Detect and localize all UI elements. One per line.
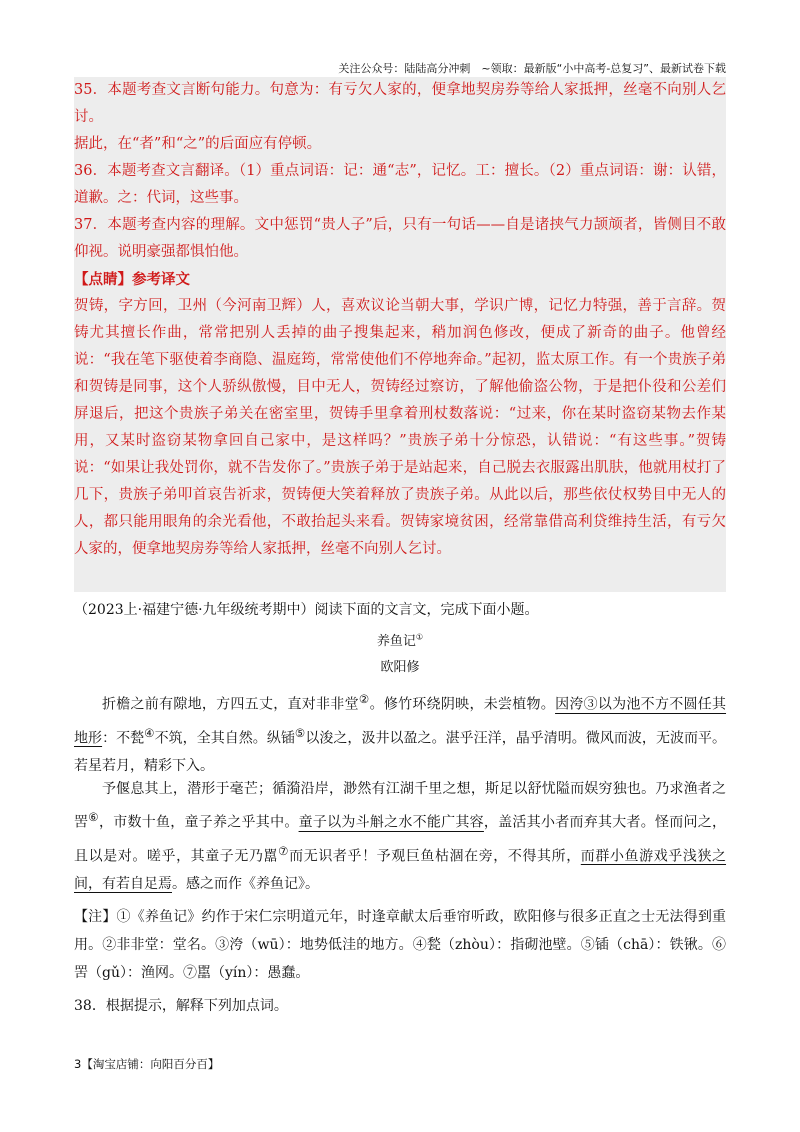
passage-intro: （2023上·福建宁德·九年级统考期中）阅读下面的文言文，完成下面小题。 xyxy=(74,602,539,618)
passage-title: 养鱼记① xyxy=(376,632,424,649)
tip-label: 【点睛】参考译文 xyxy=(74,271,190,288)
page-header: 关注公众号：陆陆高分冲刺 ~领取：最新版“小中高考-总复习”、最新试卷下载 xyxy=(338,62,726,75)
answer-analysis-box xyxy=(74,77,726,592)
answer-36: 36．本题考查文言翻译。（1）重点词语：记：通“志”，记忆。工：擅长。（2）重点词语：谢：认错，道歉。之：代词，这些事。 xyxy=(74,163,726,206)
reference-translation: 贺铸，字方回，卫州（今河南卫辉）人，喜欢议论当朝大事，学识广博，记忆力特强，善于言辞。贺铸尤其擅长作曲，常常把别人丢掉的曲子搜集起来，稍加润色修改，便成了新奇的曲子。他曾经说：“我在笔下驱使着李商隐、温庭筠，常常使他们不停地奔命。”起初，监太原工作。有一个贵族子弟和贺铸是同事，这个人骄纵傲慢，目中无人，贺铸经过察访，了解他偷盗公物，于是把仆役和公差们屏退后，把这个贵族子弟关在密室里，贺铸手里拿着刑杖数落说：“过来，你在某时盗窃某物去作某用，又某时盗窃某物拿回自己家中，是这样吗？”贵族子弟十分惊恐，认错说：“有这些事。”贺铸说：“如果让我处罚你，就不告发你了。”贵族子弟于是站起来，自己脱去衣服露出肌肤，他就用杖打了几下，贵族子弟叩首哀告祈求，贺铸便大笑着释放了贵族子弟。从此以后，那些依仗权势目中无人的人，都只能用眼角的余光看他，不敢抬起头来看。贺铸家境贫困，经常靠借高利贷维持生活，有亏欠人家的，便拿地契房券等给人家抵押，丝毫不向别人乞讨。 xyxy=(74,298,726,557)
underlined-sentence-2: 童子以为斗斛之水不能广其容 xyxy=(298,814,484,831)
annotation-notes: 【注】①《养鱼记》约作于宋仁宗明道元年，时逢章献太后垂帘听政，欧阳修与很多正直之士无法得到重用。②非非堂：堂名。③洿（wū）：地势低洼的地方。④甃（zhòu）：指砌池壁。⑤锸（chā）：铁锹。⑥罟（gǔ）：渔网。⑦嚚（yín）：愚蠢。 xyxy=(74,909,726,981)
answer-35-line2: 据此，在“者”和“之”的后面应有停顿。 xyxy=(74,136,322,152)
page-footer: 3【淘宝店铺：向阳百分百】 xyxy=(74,1057,220,1071)
passage-paragraph-1: 折檐之前有隙地，方四五丈，直对非非堂②。修竹环绕阴映，未尝植物。因洿③以为池不方不圆任其地形：不甃④不筑，全其自然。纵锸⑤以浚之，汲井以盈之。湛乎汪洋，晶乎清明。微风而波，无波而平。若星若月，精彩下入。 xyxy=(74,692,727,775)
answer-35-line1: 35．本题考查文言断句能力。句意为：有亏欠人家的，便拿地契房券等给人家抵押，丝毫不向别人乞讨。 xyxy=(74,82,726,125)
question-38: 38．根据提示，解释下列加点词。 xyxy=(74,998,288,1014)
underlined-sentence-3: 而群小鱼游戏乎浅狭之间，有若自足焉 xyxy=(74,848,727,893)
underlined-sentence-1: 因洿③以为池不方不圆任其地形 xyxy=(74,696,727,747)
passage-paragraph-2: 予偃息其上，潜形于毫芒；循漪沿岸，渺然有江湖千里之想，斯足以舒忧隘而娱穷独也。乃求渔者之罟⑥，市数十鱼，童子养之乎其中。童子以为斗斛之水不能广其容，盖活其小者而弃其大者。怪而问之，且以是对。嗟乎，其童子无乃嚚⑦而无识者乎！予观巨鱼枯涸在旁，不得其所，而群小鱼游戏乎浅狭之间，有若自足焉。感之而作《养鱼记》。 xyxy=(74,781,727,893)
answer-37: 37．本题考查内容的理解。文中惩罚“贵人子”后，只有一句话——自是诸挟气力颉颃者，皆侧目不敢仰视。说明豪强都惧怕他。 xyxy=(74,217,726,260)
passage-author: 欧阳修 xyxy=(380,660,420,675)
